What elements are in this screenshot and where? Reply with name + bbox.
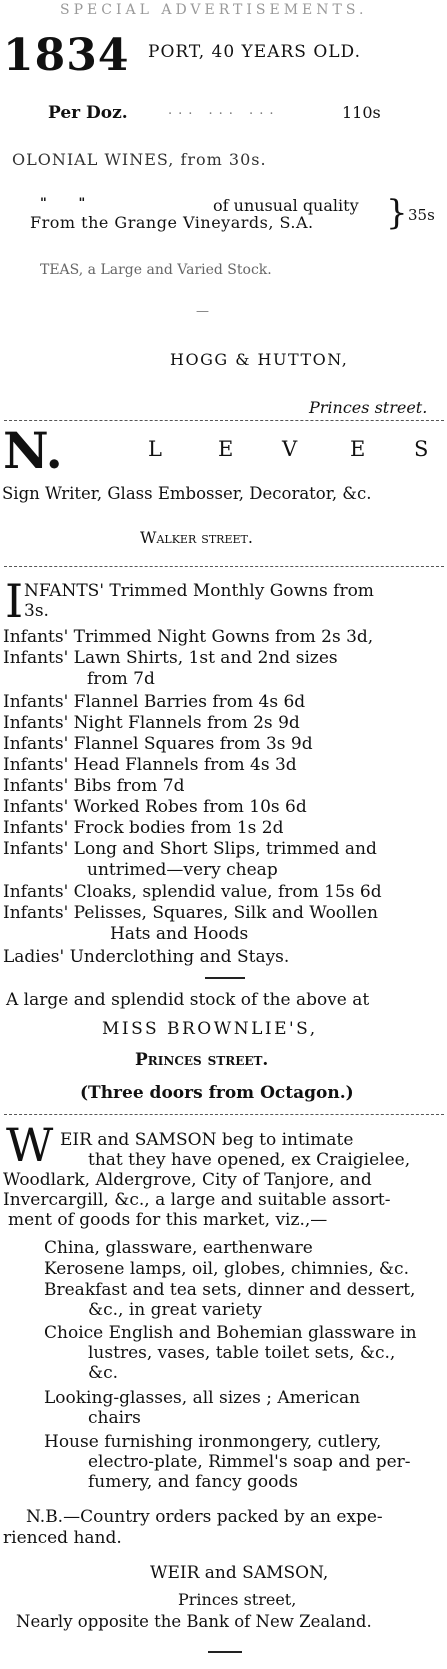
initial-n: N. — [3, 421, 63, 480]
stock-line: A large and splendid stock of the above at — [6, 990, 370, 1010]
short-divider — [205, 977, 245, 979]
list-item: Hats and Hoods — [110, 924, 249, 944]
goods-item: Looking-glasses, all sizes ; American — [44, 1388, 361, 1408]
goods-item: fumery, and fancy goods — [88, 1472, 298, 1492]
per-doz-label: Per Doz. — [48, 103, 128, 123]
list-item: Infants' Night Flannels from 2s 9d — [3, 713, 300, 733]
ditto-marks: " " — [40, 196, 86, 211]
goods-item: Choice English and Bohemian glassware in — [44, 1323, 417, 1343]
shop-name: MISS BROWNLIE'S, — [102, 1019, 318, 1039]
goods-item: Breakfast and tea sets, dinner and dessert, — [44, 1280, 416, 1300]
firm-street: Princes street, — [178, 1590, 297, 1609]
list-item: NFANTS' Trimmed Monthly Gowns from — [24, 581, 374, 601]
name-letter-v: V — [282, 437, 298, 461]
list-item: from 7d — [87, 669, 155, 689]
merchant-name: HOGG & HUTTON, — [170, 350, 349, 369]
name-letter-l: L — [148, 437, 162, 461]
list-item: Infants' Lawn Shirts, 1st and 2nd sizes — [3, 648, 338, 668]
intro-line: Invercargill, &c., a large and suitable assort- — [3, 1190, 391, 1210]
nb-line: N.B.—Country orders packed by an expe- — [26, 1507, 383, 1527]
goods-item: China, glassware, earthenware — [44, 1238, 313, 1258]
address-line: Walker street. — [140, 528, 253, 547]
drop-cap-i: I — [5, 574, 24, 628]
goods-item: lustres, vases, table toilet sets, &c., — [88, 1343, 396, 1363]
goods-item: &c. — [88, 1363, 119, 1383]
trade-line: Sign Writer, Glass Embosser, Decorator, &c. — [2, 484, 372, 503]
list-item: Infants' Head Flannels from 4s 3d — [3, 755, 297, 775]
intro-line: Woodlark, Aldergrove, City of Tanjore, and — [3, 1170, 372, 1190]
separator-rule — [4, 420, 444, 421]
unusual-quality: of unusual quality — [213, 196, 359, 215]
list-item: Infants' Flannel Barries from 4s 6d — [3, 692, 306, 712]
brace: } — [386, 193, 408, 233]
colonial-wines: OLONIAL WINES, from 30s. — [12, 150, 267, 169]
list-item: Ladies' Underclothing and Stays. — [3, 947, 290, 967]
list-item: untrimed—very cheap — [87, 860, 278, 880]
list-item: Infants' Frock bodies from 1s 2d — [3, 818, 284, 838]
list-item: 3s. — [24, 601, 49, 621]
shop-location: (Three doors from Octagon.) — [80, 1083, 354, 1103]
per-doz-price: 110s — [342, 103, 381, 122]
short-divider — [208, 1651, 242, 1653]
shop-street: Princes street. — [135, 1050, 269, 1070]
goods-item: &c., in great variety — [88, 1300, 262, 1320]
intro-line: that they have opened, ex Craigielee, — [88, 1150, 411, 1170]
goods-item: electro-plate, Rimmel's soap and per- — [88, 1452, 411, 1472]
list-item: Infants' Flannel Squares from 3s 9d — [3, 734, 313, 754]
section-header: SPECIAL ADVERTISEMENTS. — [60, 2, 368, 18]
port-line: PORT, 40 YEARS OLD. — [148, 42, 361, 62]
year-heading: 1834 — [3, 30, 130, 81]
list-item: Infants' Pelisses, Squares, Silk and Woollen — [3, 903, 378, 923]
firm-name: WEIR and SAMSON, — [150, 1563, 329, 1583]
list-item: Infants' Long and Short Slips, trimmed and — [3, 839, 377, 859]
teas-line: TEAS, a Large and Varied Stock. — [40, 262, 272, 278]
name-letter-s: S — [414, 437, 429, 461]
list-item: Infants' Cloaks, splendid value, from 15s 6d — [3, 882, 382, 902]
separator-rule — [4, 566, 444, 567]
list-item: Infants' Bibs from 7d — [3, 776, 185, 796]
merchant-street: Princes street. — [309, 398, 428, 417]
nb-line: rienced hand. — [3, 1528, 122, 1548]
goods-item: chairs — [88, 1408, 141, 1428]
grange-price: 35s — [408, 206, 435, 224]
drop-cap-w: W — [6, 1118, 54, 1172]
goods-item: House furnishing ironmongery, cutlery, — [44, 1432, 382, 1452]
name-letter-e2: E — [350, 437, 366, 461]
intro-line: EIR and SAMSON beg to intimate — [60, 1130, 354, 1150]
intro-line: ment of goods for this market, viz.,— — [8, 1210, 328, 1230]
firm-location: Nearly opposite the Bank of New Zealand. — [16, 1612, 372, 1631]
separator-rule — [4, 1114, 444, 1115]
list-item: Infants' Worked Robes from 10s 6d — [3, 797, 307, 817]
name-letter-e: E — [218, 437, 234, 461]
list-item: Infants' Trimmed Night Gowns from 2s 3d, — [3, 627, 374, 647]
grange-line: From the Grange Vineyards, S.A. — [30, 213, 314, 232]
per-doz-dots: ... ... ... — [168, 103, 280, 118]
goods-item: Kerosene lamps, oil, globes, chimnies, &c. — [44, 1259, 409, 1279]
dash-divider: — — [196, 304, 209, 319]
